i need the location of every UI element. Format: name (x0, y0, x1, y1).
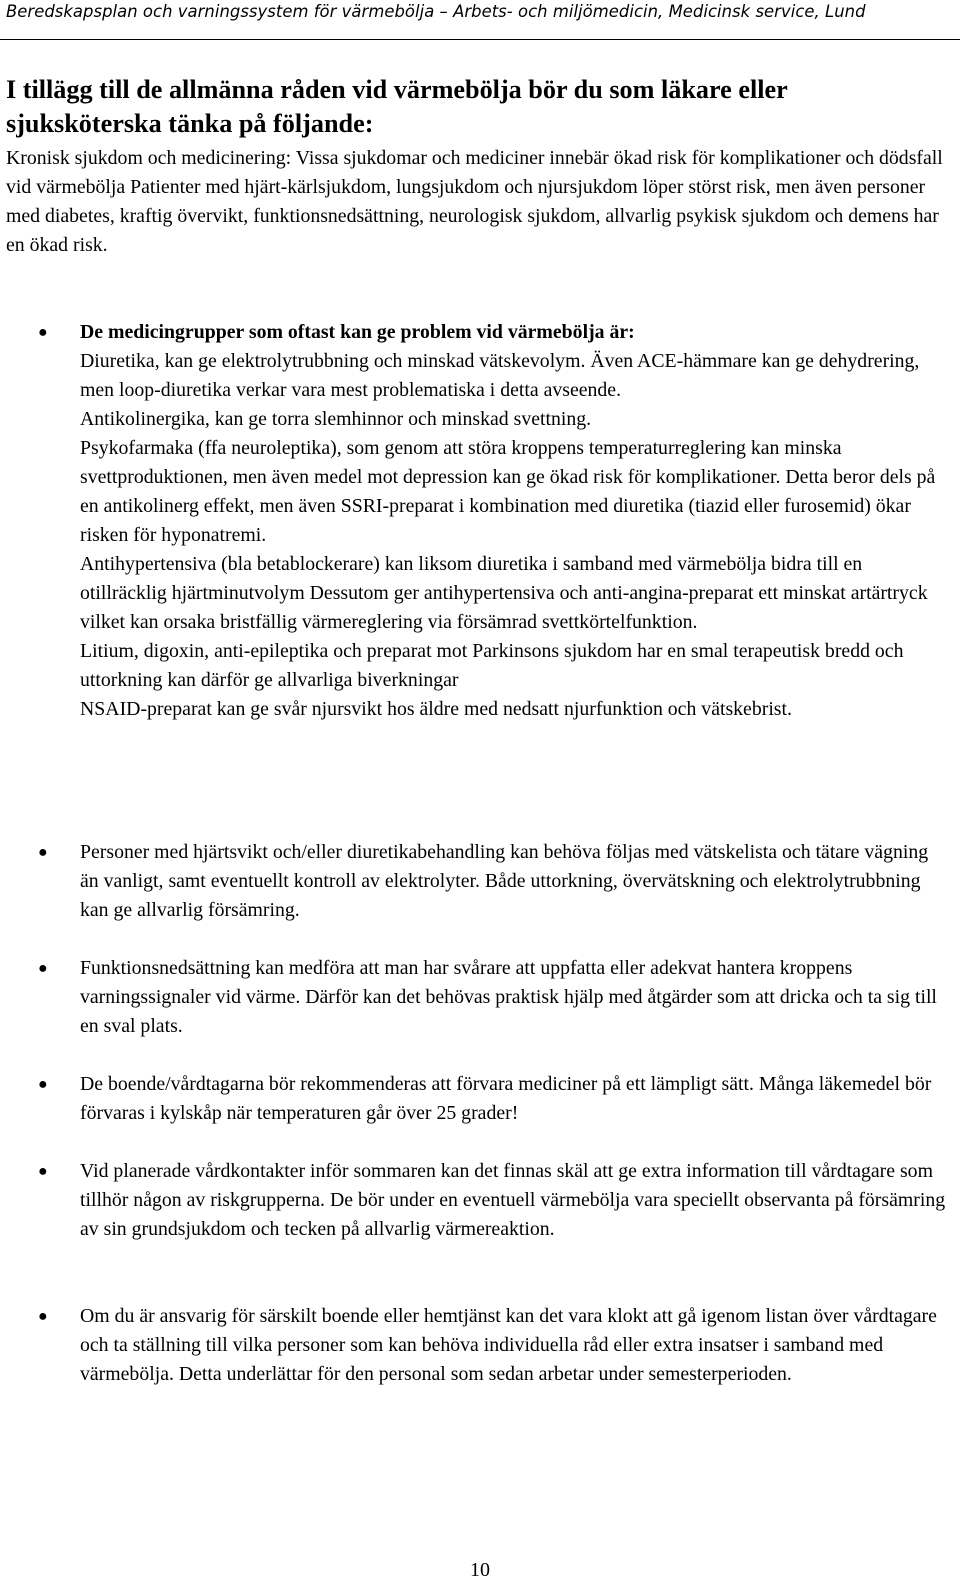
bullet-icon: ● (38, 1308, 48, 1325)
bullet-icon: ● (38, 1163, 48, 1180)
bullet-body (80, 318, 950, 724)
page-number: 10 (470, 1559, 490, 1581)
bullet-icon: ● (38, 844, 48, 861)
header-text: Beredskapsplan och varningssystem för värmebölja – Arbets- och miljömedicin, Medicinsk service, Lund (6, 2, 866, 21)
bullet-body (80, 954, 950, 1041)
page-header (0, 0, 960, 40)
bullet-body (80, 1157, 950, 1244)
bullet-icon: ● (38, 960, 48, 977)
bullet-paragraph: Psykofarmaka (ffa neuroleptika), som genom att störa kroppens temperaturreglering kan minska svettproduktionen, men även medel mot depression kan ge ökad risk för komplikationer. Detta beror dels på en antikolinerg effekt, men även SSRI-preparat i kombination med diuretika (tiazid eller furosemid) ökar risken för hyponatremi. (80, 437, 936, 546)
bullet-paragraph: Om du är ansvarig för särskilt boende eller hemtjänst kan det vara klokt att gå igenom listan över vårdtagare och ta ställning till vilka personer som kan behöva individuella råd eller extra insatser i samband med värmebölja. Detta underlättar för den personal som sedan arbetar under semesterperioden. (80, 1305, 937, 1385)
bullet-paragraph: Funktionsnedsättning kan medföra att man har svårare att uppfatta eller adekvat hantera kroppens varningssignaler vid värme. Därför kan det behövas praktisk hjälp med åtgärder som att dricka och ta sig till en sval plats. (80, 957, 937, 1037)
bullet-paragraph: NSAID-preparat kan ge svår njursvikt hos äldre med nedsatt njurfunktion och vätskebrist. (80, 698, 792, 720)
bullet-title: De medicingrupper som oftast kan ge problem vid värmebölja är: (80, 321, 635, 343)
intro-paragraph: Kronisk sjukdom och medicinering: Vissa sjukdomar och mediciner innebär ökad risk för komplikationer och dödsfall vid värmebölja Patienter med hjärt-kärlsjukdom, lungsjukdom och njursjukdom löper störst risk, men även personer med diabetes, kraftig övervikt, funktionsnedsättning, neurologisk sjukdom, allvarlig psykisk sjukdom och demens har en ökad risk. (6, 147, 943, 256)
bullet-paragraph: Antihypertensiva (bla betablockerare) kan liksom diuretika i samband med värmebölja bidra till en otillräcklig hjärtminutvolym Dessutom ger antihypertensiva och anti-angina-preparat ett minskat artärtryck vilket kan orsaka bristfällig värmereglering via försämrad svettkörtelfunktion. (80, 553, 928, 633)
bullet-body (80, 838, 950, 925)
bullet-paragraph: Diuretika, kan ge elektrolytrubbning och minskad vätskevolym. Även ACE-hämmare kan ge dehydrering, men loop-diuretika verkar vara mest problematiska i detta avseende. (80, 350, 920, 401)
section-heading: I tillägg till de allmänna råden vid värmebölja bör du som läkare eller sjuksköterska tänka på följande: (6, 75, 788, 138)
bullet-icon: ● (38, 324, 48, 341)
bullet-paragraph: Antikolinergika, kan ge torra slemhinnor och minskad svettning. (80, 408, 592, 430)
bullet-paragraph: Personer med hjärtsvikt och/eller diuretikabehandling kan behöva följas med vätskelista och tätare vägning än vanligt, samt eventuellt kontroll av elektrolyter. Både uttorkning, övervätskning och elektrolytrubbning kan ge allvarlig försämring. (80, 841, 929, 921)
bullet-paragraph: Vid planerade vårdkontakter inför sommaren kan det finnas skäl att ge extra information till vårdtagare som tillhör någon av riskgrupperna. De bör under en eventuell värmebölja vara speciellt observanta på försämring av sin grundsjukdom och tecken på allvarlig värmereaktion. (80, 1160, 946, 1240)
bullet-paragraph: De boende/vårdtagarna bör rekommenderas att förvara mediciner på ett lämpligt sätt. Många läkemedel bör förvaras i kylskåp när temperaturen går över 25 grader! (80, 1073, 932, 1124)
bullet-icon: ● (38, 1076, 48, 1093)
bullet-paragraph: Litium, digoxin, anti-epileptika och preparat mot Parkinsons sjukdom har en smal terapeutisk bredd och uttorkning kan därför ge allvarliga biverkningar (80, 640, 904, 691)
bullet-body (80, 1302, 950, 1389)
bullet-body (80, 1070, 950, 1128)
